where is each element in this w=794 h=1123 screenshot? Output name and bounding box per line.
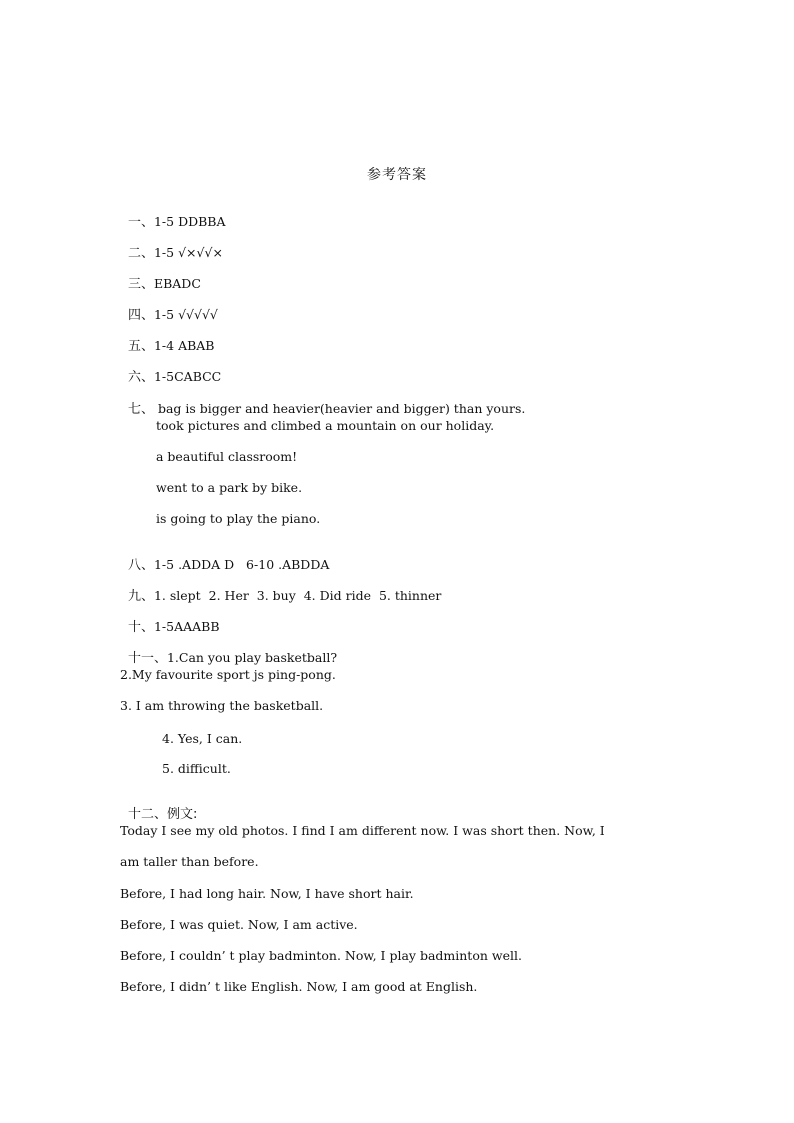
section-number: 五、 — [127, 339, 154, 354]
section-answer: 1-5 √√√√√ — [153, 307, 218, 322]
essay-line: Before, I was quiet. Now, I am active. — [120, 917, 358, 932]
section-number: 九、 — [127, 589, 154, 604]
answer-section-5 — [120, 322, 215, 355]
answer-section-3 — [120, 260, 201, 293]
section-answer: 1-5AAABB — [153, 619, 220, 634]
answer-section-2 — [120, 229, 223, 262]
section-answer: 1-5 DDBBA — [153, 214, 226, 229]
essay-line: am taller than before. — [120, 854, 259, 869]
answer-section-8 — [120, 541, 329, 574]
section-answer: EBADC — [153, 276, 201, 291]
essay-line: Before, I didn’ t like English. Now, I am good at English. — [120, 979, 478, 994]
section-answer: 1. slept 2. Her 3. buy 4. Did ride 5. thinner — [153, 588, 442, 603]
answer-line: 5. difficult. — [162, 761, 231, 776]
section-number: 十一、 — [127, 651, 167, 666]
answer-line: 4. Yes, I can. — [162, 731, 243, 746]
section-number: 七、 — [127, 402, 154, 417]
section-number: 六、 — [127, 370, 154, 385]
answer-line: went to a park by bike. — [156, 480, 303, 495]
section-answer: 1-5CABCC — [153, 369, 222, 384]
section-number: 四、 — [127, 308, 154, 323]
essay-line: Before, I had long hair. Now, I have short hair. — [120, 886, 414, 901]
essay-line: Before, I couldn’ t play badminton. Now, I play badminton well. — [120, 948, 522, 963]
answer-section-6 — [120, 353, 221, 386]
answer-section-9 — [120, 572, 441, 605]
section-answer: 1-5 √×√√× — [153, 245, 223, 260]
essay-line: Today I see my old photos. I find I am different now. I was short then. Now, I — [120, 823, 605, 838]
answer-section-10 — [120, 603, 220, 636]
answer-section-12 — [120, 790, 197, 823]
page-title: 参考答案 — [367, 167, 427, 183]
section-label: 例文: — [166, 807, 198, 822]
answer-line: 3. I am throwing the basketball. — [120, 698, 324, 713]
section-answer: bag is bigger and heavier(heavier and bigger) than yours. — [153, 401, 526, 416]
answer-section-11 — [120, 634, 337, 667]
answer-line: 2.My favourite sport js ping-pong. — [120, 667, 336, 682]
section-number: 八、 — [127, 558, 154, 573]
answer-section-7 — [120, 385, 525, 418]
section-answer: 1-5 .ADDA D 6-10 .ABDDA — [153, 557, 330, 572]
answer-section-1 — [120, 198, 226, 231]
answer-line: a beautiful classroom! — [156, 449, 298, 464]
section-answer: 1.Can you play basketball? — [166, 650, 338, 665]
section-number: 十、 — [127, 620, 154, 635]
answer-line: took pictures and climbed a mountain on our holiday. — [156, 418, 495, 433]
answer-line: is going to play the piano. — [156, 511, 321, 526]
section-answer: 1-4 ABAB — [153, 338, 215, 353]
section-number: 一、 — [127, 215, 154, 230]
section-number: 二、 — [127, 246, 154, 261]
section-number: 十二、 — [127, 807, 167, 822]
answer-section-4 — [120, 291, 218, 324]
section-number: 三、 — [127, 277, 154, 292]
